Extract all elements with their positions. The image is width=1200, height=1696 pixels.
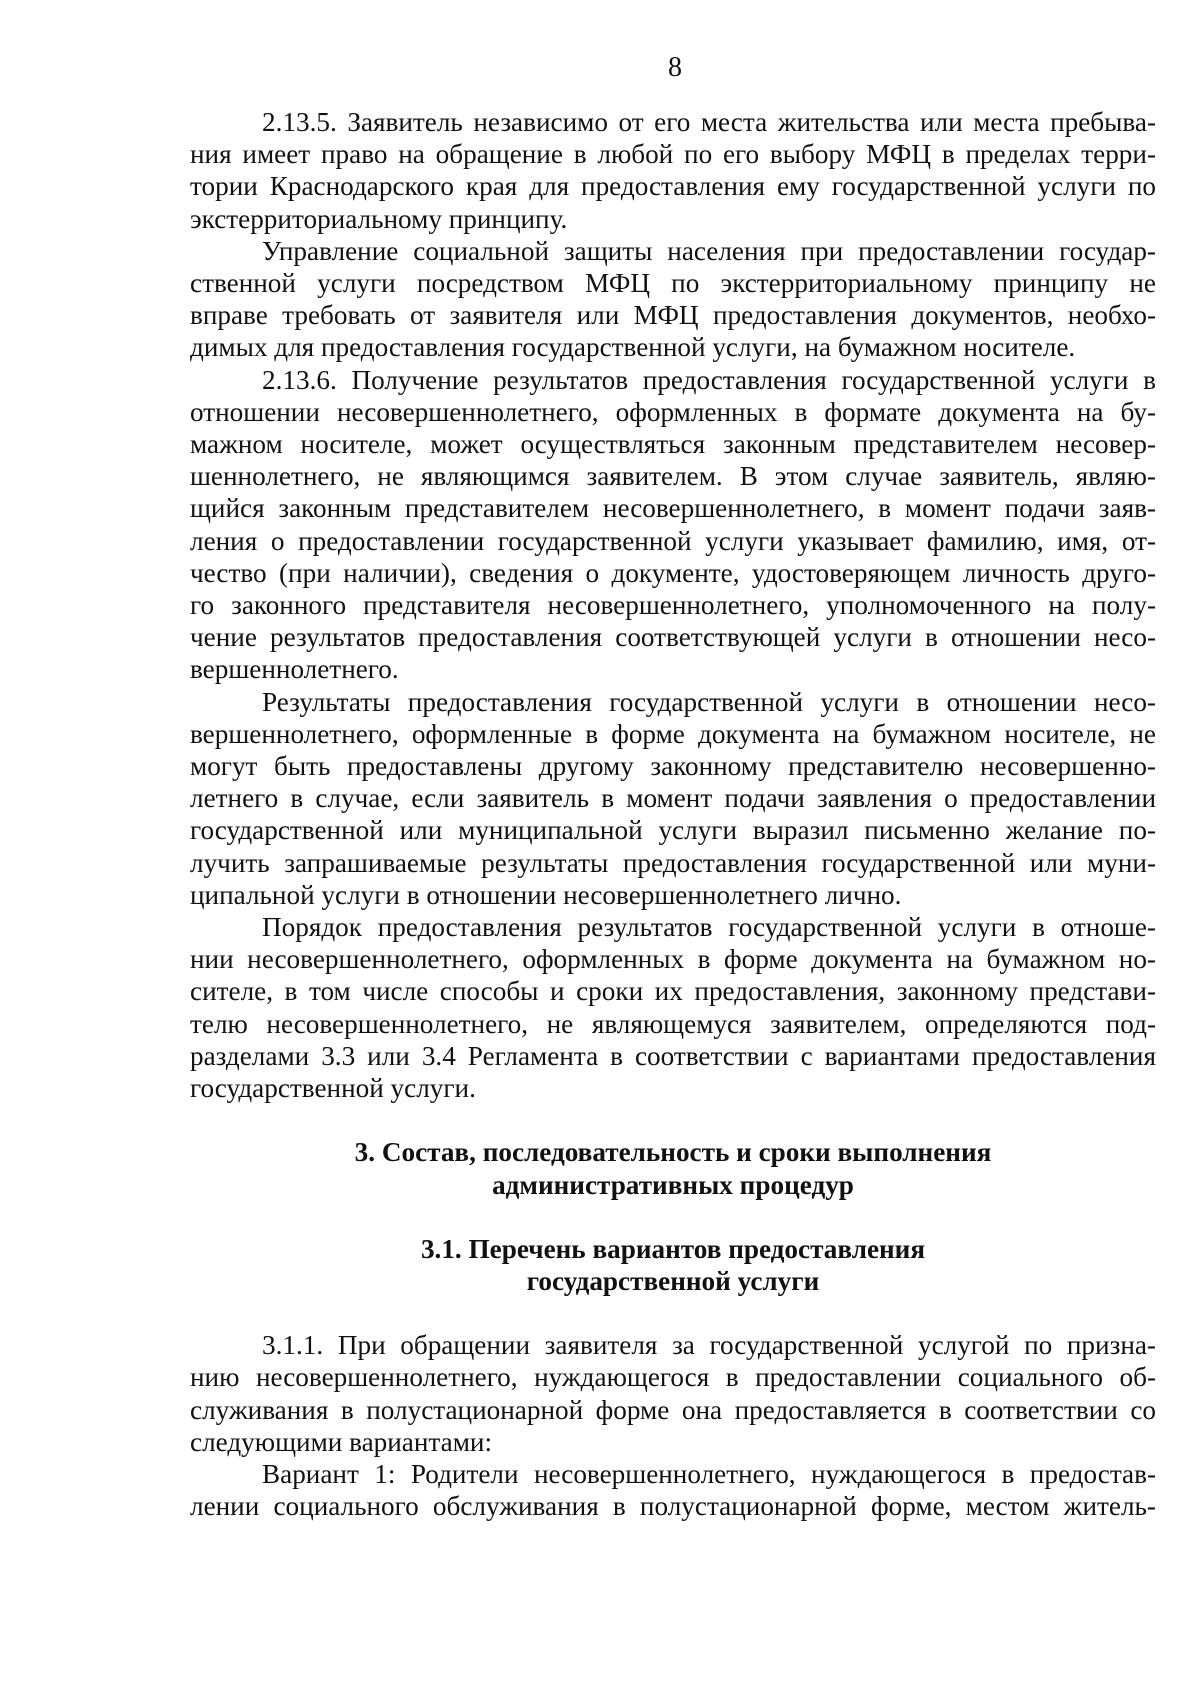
text-line: телю несовершеннолетнего, не являющемуся заявителем, определяются под-	[190, 1008, 1156, 1039]
text-line: Вариант 1: Родители несовершеннолетнего, нуждающегося в предостав-	[262, 1458, 1156, 1489]
text-line: служивания в полустационарной форме она предоставляется в соответствии со	[190, 1394, 1156, 1425]
heading-line: 3.1. Перечень вариантов предоставления	[420, 1233, 926, 1264]
text-line: димых для предоставления государственной услуги, на бумажном носителе.	[190, 332, 1076, 363]
spacer	[190, 1297, 1156, 1329]
paragraph-social-protection	[190, 235, 1156, 364]
text-line: отношении несовершеннолетнего, оформленных в формате документа на бу-	[190, 396, 1156, 427]
paragraph-2-13-5	[190, 106, 1156, 235]
paragraph-2-13-6	[190, 364, 1156, 686]
text-line: государственной или муниципальной услуги выразил письменно желание по-	[190, 815, 1156, 846]
text-line: чество (при наличии), сведения о документе, удостоверяющем личность друго-	[190, 557, 1156, 588]
spacer	[190, 1104, 1156, 1136]
text-line: мажном носителе, может осуществляться законным представителем несовер-	[190, 429, 1156, 460]
text-line: нии несовершеннолетнего, оформленных в форме документа на бумажном но-	[190, 944, 1156, 975]
text-line: следующими вариантами:	[190, 1426, 493, 1457]
text-line: лении социального обслуживания в полустационарной форме, местом житель-	[190, 1491, 1156, 1522]
spacer	[190, 1201, 1156, 1233]
text-line: го законного представителя несовершеннолетнего, уполномоченного на полу-	[190, 590, 1156, 621]
text-line: тории Краснодарского края для предоставления ему государственной услуги по	[190, 171, 1156, 202]
text-line: ления о предоставлении государственной услуги указывает фамилию, имя, от-	[190, 525, 1156, 556]
text-line: могут быть предоставлены другому законному представителю несовершенно-	[190, 751, 1156, 782]
paragraph-3-1-1	[190, 1329, 1156, 1458]
text-line: нию несовершеннолетнего, нуждающегося в предоставлении социального об-	[190, 1362, 1156, 1393]
paragraph-results	[190, 686, 1156, 911]
heading-line: административных процедур	[492, 1169, 854, 1200]
heading-line: государственной услуги	[526, 1265, 820, 1296]
text-line: вершеннолетнего.	[190, 654, 399, 685]
text-line: Управление социальной защиты населения при предоставлении государ-	[262, 235, 1156, 266]
text-line: 2.13.6. Получение результатов предоставления государственной услуги в	[262, 364, 1156, 395]
text-line: Порядок предоставления результатов государственной услуги в отноше-	[262, 912, 1156, 943]
text-line: экстерриториальному принципу.	[190, 203, 568, 234]
text-line: вправе требовать от заявителя или МФЦ предоставления документов, необхо-	[190, 300, 1156, 331]
text-line: ственной услуги посредством МФЦ по экстерриториальному принципу не	[190, 268, 1156, 299]
paragraph-procedure	[190, 911, 1156, 1104]
page-number: 8	[668, 52, 682, 83]
text-line: разделами 3.3 или 3.4 Регламента в соответствии с вариантами предоставления	[190, 1040, 1156, 1071]
text-line: ципальной услуги в отношении несовершеннолетнего лично.	[190, 879, 902, 910]
text-line: 3.1.1. При обращении заявителя за государственной услугой по призна-	[262, 1330, 1156, 1361]
text-line: государственной услуги.	[190, 1073, 476, 1104]
text-line: Результаты предоставления государственной услуги в отношении несо-	[262, 686, 1156, 717]
text-line: ния имеет право на обращение в любой по его выбору МФЦ в пределах терри-	[190, 139, 1156, 170]
text-line: щийся законным представителем несовершеннолетнего, в момент подачи заяв-	[190, 493, 1156, 524]
paragraph-variant-1	[190, 1458, 1156, 1522]
text-line: чение результатов предоставления соответствующей услуги в отношении несо-	[190, 622, 1156, 653]
subsection-heading	[190, 1233, 1156, 1297]
heading-line: 3. Состав, последовательность и сроки выполнения	[354, 1137, 992, 1168]
text-line: летнего в случае, если заявитель в момент подачи заявления о предоставлении	[190, 783, 1156, 814]
text-line: вершеннолетнего, оформленные в форме документа на бумажном носителе, не	[190, 718, 1156, 749]
text-line: 2.13.5. Заявитель независимо от его места жительства или места пребыва-	[262, 107, 1156, 137]
document-body	[190, 106, 1156, 1522]
section-heading	[190, 1136, 1156, 1200]
text-line: лучить запрашиваемые результаты предоставления государственной или муни-	[190, 847, 1156, 878]
text-line: сителе, в том числе способы и сроки их предоставления, законному представи-	[190, 976, 1156, 1007]
text-line: шеннолетнего, не являющимся заявителем. В этом случае заявитель, являю-	[190, 461, 1156, 492]
